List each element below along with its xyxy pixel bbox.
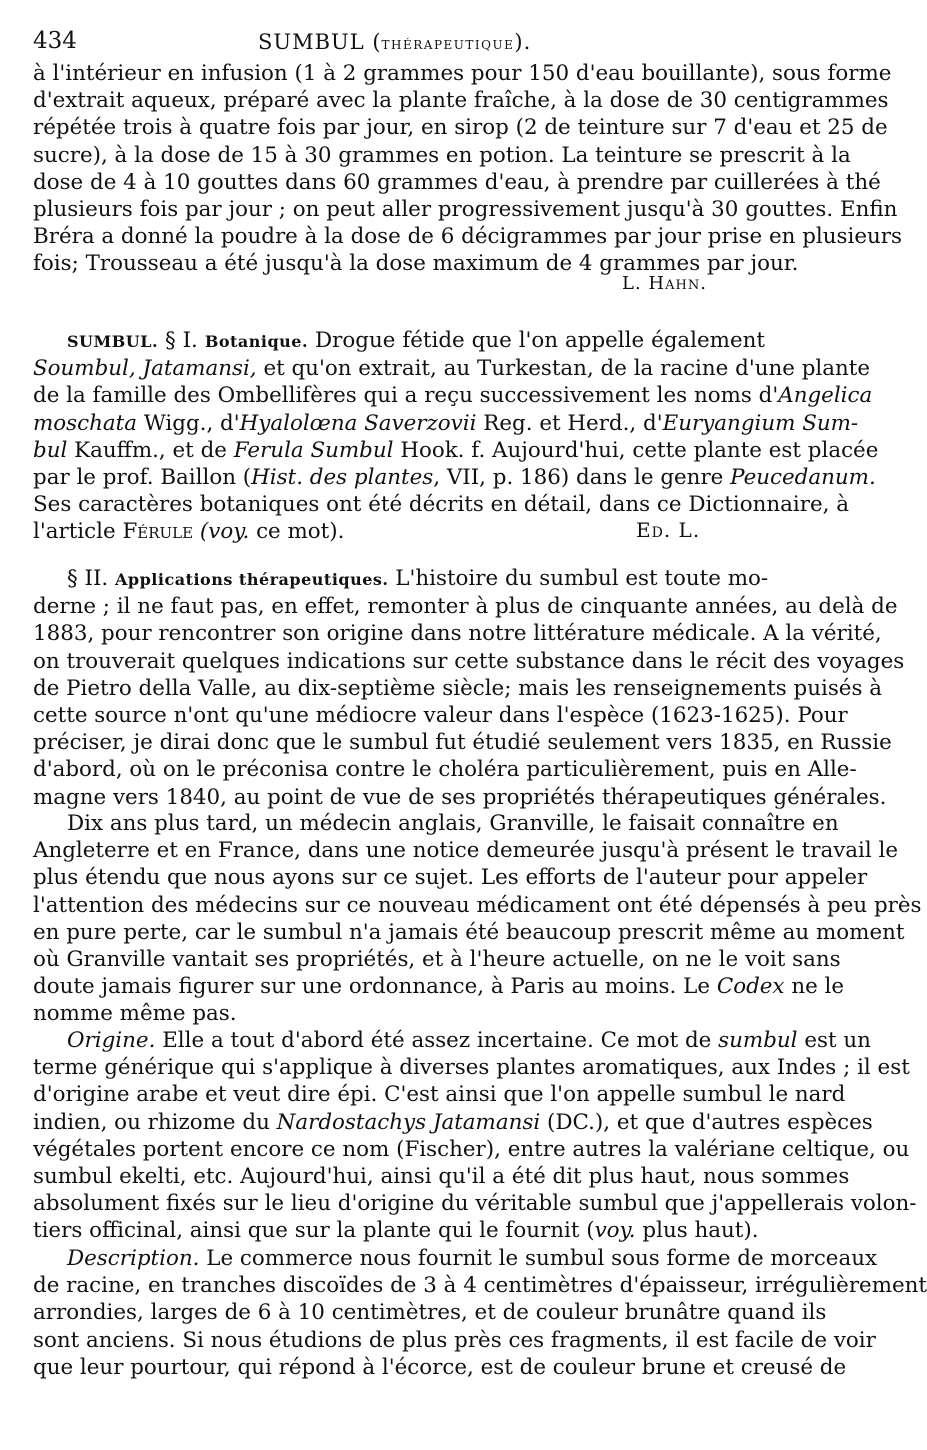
paragraph-botanique: SUMBUL. § I. Botanique. Drogue fétide que l'on appelle également Soumbul, Jatamansi, et qu'on extrait, au Turkestan, de la racine d'une plante de la famille des Ombellifères qui a reçu successivement les noms d'Angelica moschata Wigg., d'Hyalolœna Saverzovii Reg. et Herd., d'Euryangium Sum- bul Kauffm., et de Ferula Sumbul Hook. f. Aujourd'hui, cette plante est placée par le prof. Baillon (Hist. des plantes, VII, p. 186) dans le genre Peucedanum. Ses caractères botaniques ont été décrits en détail, dans ce Dictionnaire, à l'article Férule (voy. ce mot). (33, 328, 879, 545)
paragraph-description: Description. Le commerce nous fournit le sumbul sous forme de morceaux de racine, en tranches discoïdes de 3 à 4 centimètres d'épaisseur, irrégulièrement arrondies, larges de 6 à 10 centimètres, et de couleur brunâtre quand ils sont anciens. Si nous étudions de plus près ces fragments, il est facile de voir que leur pourtour, qui répond à l'écorce, est de couleur brune et creusé de (33, 1246, 927, 1380)
entry-headword: SUMBUL. (67, 332, 159, 351)
section-title: Applications thérapeutiques. (115, 570, 389, 589)
author-signature: L. Hahn. (622, 273, 707, 294)
paragraph-intro (33, 60, 902, 278)
text-line: à l'intérieur en infusion (1 à 2 grammes pour 150 d'eau bouillante), sous forme (33, 61, 892, 86)
running-head: SUMBUL (THÉRAPEUTIQUE). (258, 30, 532, 54)
text-line: fois; Trousseau a été jusqu'à la dose maximum de 4 grammes par jour. (33, 251, 799, 277)
text-line: dose de 4 à 10 gouttes dans 60 grammes d'eau, à prendre par cuillerées à thé (33, 169, 881, 195)
text-line: sucre), à la dose de 15 à 30 grammes en potion. La teinture se prescrit à la (33, 142, 851, 168)
section-title: Botanique. (204, 332, 309, 351)
paragraph-applications: § II. Applications thérapeutiques. L'histoire du sumbul est toute mo- derne ; il ne faut pas, en effet, remonter à plus de cinquante années, au delà de 1883, pour rencontrer son origine dans notre littérature médicale. A la vérité, on trouverait quelques indications sur cette substance dans le récit des voyages de Pietro della Valle, au dix-septième siècle; mais les renseignements puisés à cette source n'ont qu'une médiocre valeur dans l'espèce (1623-1625). Pour préciser, je dirai donc que le sumbul fut étudié seulement vers 1835, en Russie d'abord, où on le préconisa contre le choléra particulièrement, puis en Alle- magne vers 1840, au point de vue de ses propriétés thérapeutiques générales. (33, 566, 905, 810)
text-line: plusieurs fois par jour ; on peut aller progressivement jusqu'à 30 gouttes. Enfin (33, 197, 898, 223)
text-line: d'extrait aqueux, préparé avec la plante fraîche, à la dose de 30 centigrammes (33, 88, 889, 114)
text-line: répétée trois à quatre fois par jour, en sirop (2 de teinture sur 7 d'eau et 25 de (33, 115, 888, 141)
subsection-label: Origine. (67, 1028, 156, 1053)
page-number: 434 (33, 28, 77, 54)
paragraph-granville: Dix ans plus tard, un médecin anglais, Granville, le faisait connaître en Angleterre et en France, dans une notice demeurée jusqu'à présent le travail le plus étendu que nous ayons sur ce sujet. Les efforts de l'auteur pour appeler l'attention des médecins sur ce nouveau médicament ont été dépensés à peu près en pure perte, car le sumbul n'a jamais été beaucoup prescrit même au moment où Granville vantait ses propriétés, et à l'heure actuelle, on ne le voit sans doute jamais figurer sur une ordonnance, à Paris au moins. Le Codex ne le nomme même pas. (33, 811, 922, 1027)
page-header (33, 28, 763, 58)
paragraph-origine: Origine. Elle a tout d'abord été assez incertaine. Ce mot de sumbul est un terme générique qui s'applique à diverses plantes aromatiques, aux Indes ; il est d'origine arabe et veut dire épi. C'est ainsi que l'on appelle sumbul le nard indien, ou rhizome du Nardostachys Jatamansi (DC.), et que d'autres espèces végétales portent encore ce nom (Fischer), entre autres la valériane celtique, ou sumbul ekelti, etc. Aujourd'hui, ainsi qu'il a été dit plus haut, nous sommes absolument fixés sur le lieu d'origine du véritable sumbul que j'appellerais volon- tiers officinal, ainsi que sur la plante qui le fournit (voy. plus haut). (33, 1028, 917, 1244)
text-line: Bréra a donné la poudre à la dose de 6 décigrammes par jour prise en plusieurs (33, 224, 902, 250)
editor-signature: Ed. L. (636, 518, 701, 542)
subsection-label: Description. (67, 1246, 200, 1271)
